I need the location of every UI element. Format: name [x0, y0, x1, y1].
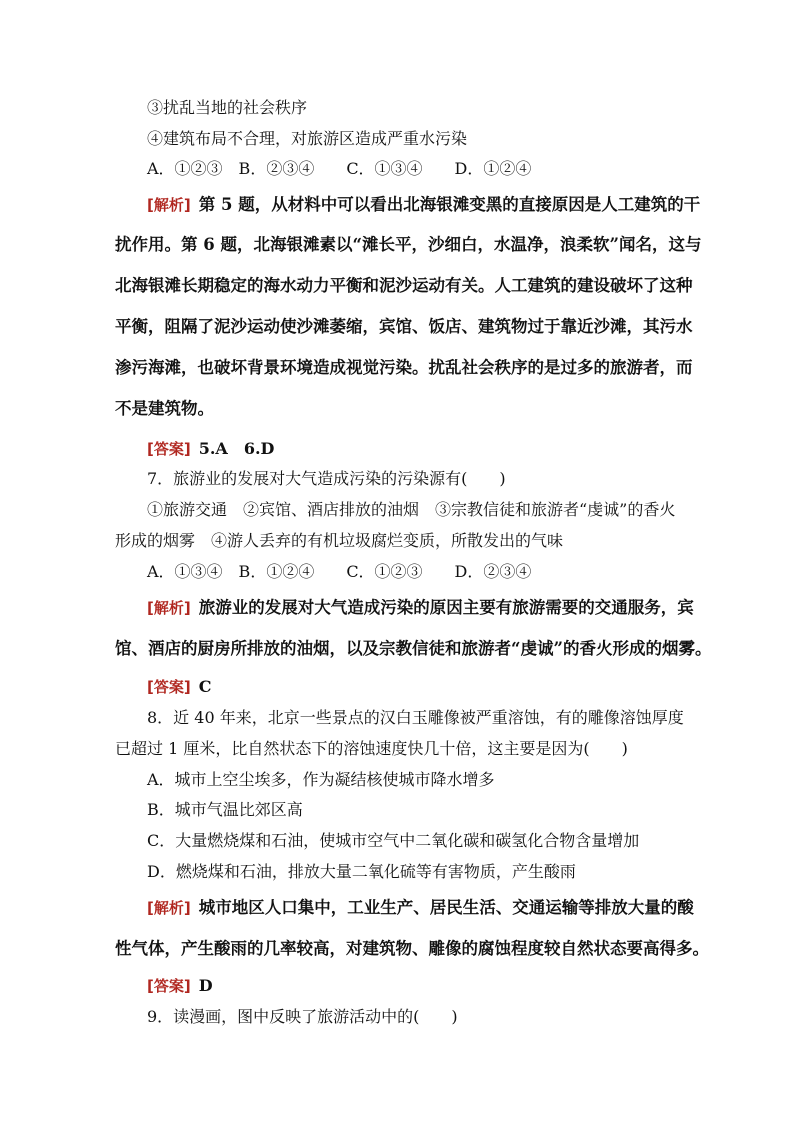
answer-tag: [答案]: [147, 678, 191, 696]
answer-tag: [答案]: [147, 977, 191, 995]
analysis-tag: [解析]: [147, 599, 191, 617]
answer-text: C: [198, 677, 212, 696]
q7-stem: 7．旅游业的发展对大气造成污染的污染源有( ): [147, 469, 506, 488]
q8-option-c: C．大量燃烧煤和石油，使城市空气中二氧化碳和碳氢化合物含量增加: [147, 831, 640, 850]
analysis-8-line-1: [147, 897, 717, 919]
analysis-5-6-line-2: 扰作用。第 6 题，北海银滩素以“滩长平，沙细白，水温净，浪柔软”闻名，这与: [115, 235, 702, 254]
answer-7: [147, 676, 717, 698]
analysis-text: 城市地区人口集中，工业生产、居民生活、交通运输等排放大量的酸: [198, 898, 694, 917]
q6-choices: A．①②③ B．②③④ C．①③④ D．①②④: [147, 159, 532, 178]
analysis-text: 第 5 题，从材料中可以看出北海银滩变黑的直接原因是人工建筑的干: [198, 195, 701, 214]
q7-items-line-2: 形成的烟雾 ④游人丢弃的有机垃圾腐烂变质，所散发出的气味: [115, 531, 564, 550]
q8-stem-line-2: 已超过 1 厘米，比自然状态下的溶蚀速度快几十倍，这主要是因为( ): [115, 739, 628, 758]
analysis-5-6-line-6: 不是建筑物。: [115, 399, 214, 418]
analysis-text: 旅游业的发展对大气造成污染的原因主要有旅游需要的交通服务，宾: [198, 598, 694, 617]
q8-option-d: D．燃烧煤和石油，排放大量二氧化硫等有害物质，产生酸雨: [147, 862, 576, 881]
analysis-8-line-2: 性气体，产生酸雨的几率较高，对建筑物、雕像的腐蚀程度较自然状态要高得多。: [115, 939, 709, 958]
q6-option-4: ④建筑布局不合理，对旅游区造成严重水污染: [147, 129, 468, 148]
analysis-tag: [解析]: [147, 899, 191, 917]
analysis-7-line-2: 馆、酒店的厨房所排放的油烟，以及宗教信徒和旅游者“虔诚”的香火形成的烟雾。: [115, 639, 712, 658]
analysis-5-6-line-1: [147, 194, 717, 216]
analysis-5-6-line-5: 渗污海滩，也破坏背景环境造成视觉污染。扰乱社会秩序的是过多的旅游者，而: [115, 358, 693, 377]
q7-choices: A．①③④ B．①②④ C．①②③ D．②③④: [147, 562, 532, 581]
answer-text: D: [198, 976, 213, 995]
analysis-5-6-line-4: 平衡，阻隔了泥沙运动使沙滩萎缩，宾馆、饭店、建筑物过于靠近沙滩，其污水: [115, 317, 693, 336]
analysis-7-line-1: [147, 597, 717, 619]
q7-items-line-1: ①旅游交通 ②宾馆、酒店排放的油烟 ③宗教信徒和旅游者“虔诚”的香火: [147, 500, 676, 519]
analysis-5-6-line-3: 北海银滩长期稳定的海水动力平衡和泥沙运动有关。人工建筑的建设破坏了这种: [115, 276, 693, 295]
answer-tag: [答案]: [147, 440, 191, 458]
q8-option-a: A．城市上空尘埃多，作为凝结核使城市降水增多: [147, 770, 495, 789]
answer-8: [147, 975, 717, 997]
q8-stem-line-1: 8．近 40 年来，北京一些景点的汉白玉雕像被严重溶蚀，有的雕像溶蚀厚度: [147, 708, 684, 727]
q6-option-3: ③扰乱当地的社会秩序: [147, 98, 308, 117]
q9-stem: 9．读漫画，图中反映了旅游活动中的( ): [147, 1007, 458, 1026]
answer-text: 5.A 6.D: [198, 439, 275, 458]
answer-5-6: [147, 438, 717, 460]
analysis-tag: [解析]: [147, 196, 191, 214]
q8-option-b: B．城市气温比郊区高: [147, 800, 303, 819]
